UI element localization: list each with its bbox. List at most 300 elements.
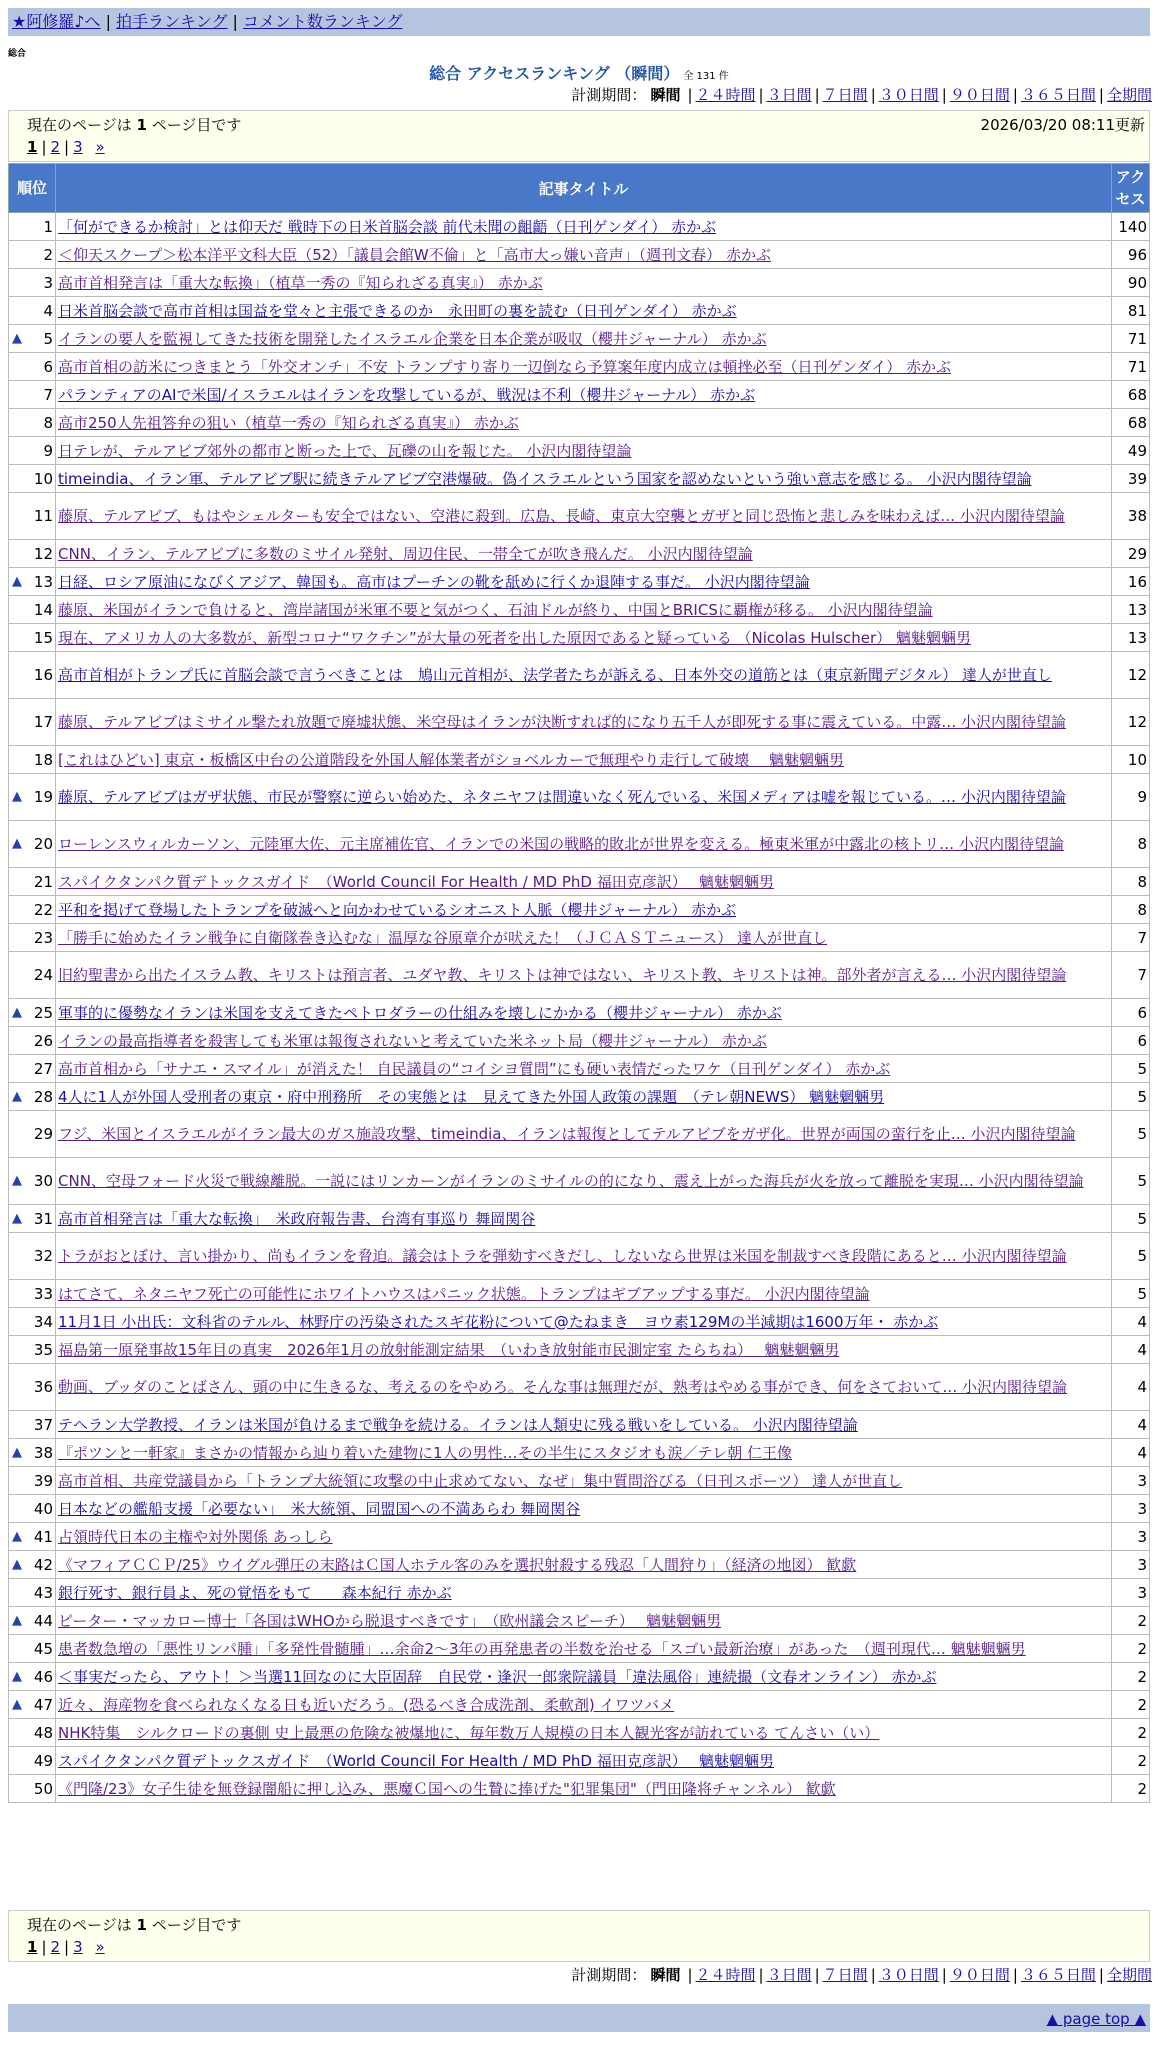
title-cell [56,269,1112,297]
period-link-2[interactable]: ７日間 [822,86,868,104]
rank-number: 13 [33,572,53,591]
table-row [9,1495,1150,1523]
home-link[interactable]: ★阿修羅♪へ [12,12,101,31]
title-cell [56,896,1112,924]
article-link[interactable]: 『ポツンと一軒家』まさかの情報から辿り着いた建物に1人の男性…その半生にスタジオも涙／テレ朝 仁王像 [58,1443,793,1462]
table-row [9,1523,1150,1551]
rank-header: 順位 [9,164,56,213]
nav-separator: | [105,12,111,31]
period-link-6[interactable]: 全期間 [1106,86,1152,104]
rank-number: 17 [33,713,53,731]
period-separator: | [687,1966,693,1984]
rank-number: 30 [33,1172,53,1190]
article-link[interactable]: テヘラン大学教授、イランは米国が負けるまで戦争を続ける。イランは人類史に残る戦いをしている。 小沢内閣待望論 [58,1415,858,1434]
rank-cell [9,213,56,241]
rank-number: 12 [33,544,53,563]
rank-number: 24 [33,966,53,984]
access-count: 3 [1112,1467,1150,1495]
table-row [9,1467,1150,1495]
period-separator: | [941,1966,947,1984]
rank-cell [9,1158,56,1205]
table-row [9,821,1150,868]
arrow-up-icon: ▲ [12,1556,22,1572]
rank-cell [9,1205,56,1233]
article-link[interactable]: 日経、ロシア原油になびくアジア、韓国も。高市はプーチンの靴を舐めに行くか退陣する事だ。 小沢内閣待望論 [58,572,810,591]
article-link[interactable]: 高市首相発言は「重大な転換」（植草一秀の『知られざる真実』） 赤かぶ [58,273,543,292]
title-cell [56,493,1112,540]
table-row [9,774,1150,821]
rank-cell [9,437,56,465]
arrow-up-icon: ▲ [12,1696,22,1712]
article-link[interactable]: スパイクタンパク質デトックスガイド （World Council For Health / MD PhD 福田克彦訳） 魑魅魍魎男 [58,872,775,891]
rank-number: 10 [33,469,53,488]
title-cell [56,1280,1112,1308]
article-link[interactable]: 藤原、テルアビブはガザ状態、市民が警察に逆らい始めた、ネタニヤフは間違いなく死んでいる、米国メディアは嘘を報じている。… 小沢内閣待望論 [58,788,1066,806]
period-link-2[interactable]: ７日間 [822,1966,868,1984]
period-link-0[interactable]: ２４時間 [695,86,756,104]
article-link[interactable]: ピーター・マッカロー博士「各国はWHOから脱退すべきです」 （欧州議会スピーチ） 魑魅魍魎男 [58,1611,722,1630]
period-separator: | [687,86,693,104]
clap-ranking-link[interactable]: 拍手ランキング [115,12,228,31]
rank-number: 50 [33,1779,53,1798]
access-count: 3 [1112,1523,1150,1551]
access-count: 5 [1112,1158,1150,1205]
current-page-number: 1 [136,116,147,134]
comment-ranking-link[interactable]: コメント数ランキング [242,12,403,31]
article-link[interactable]: 患者数急増の「悪性リンパ腫」「多発性骨髄腫」…余命2～3年の再発患者の半数を治せる「スゴい最新治療」があった （週刊現代… 魑魅魍魎男 [58,1639,1026,1658]
rank-cell [9,241,56,269]
current-page-prefix: 現在のページは [27,116,132,134]
article-link[interactable]: 占領時代日本の主権や対外関係 あっしら [58,1527,333,1546]
rank-number: 15 [33,628,53,647]
article-link[interactable]: 高市首相発言は「重大な転換」 米政府報告書、台湾有事巡り 舞岡関谷 [58,1209,536,1228]
rank-number: 25 [33,1003,53,1022]
page-link-2[interactable]: 2 [50,138,61,156]
article-link[interactable]: 高市首相の訪米につきまとう「外交オンチ」不安 トランプすり寄り一辺倒なら予算案年度内成立は頓挫必至（日刊ゲンダイ） 赤かぶ [58,357,952,376]
article-link[interactable]: ローレンスウィルカーソン、元陸軍大佐、元主席補佐官、イランでの米国の戦略的敗北が世界を変える。極東米軍が中露北の核トリ… 小沢内閣待望論 [58,835,1064,853]
table-row [9,1280,1150,1308]
pagination-bottom [27,1938,105,1956]
page-link-3[interactable]: 3 [73,1938,83,1956]
rank-number: 42 [33,1555,53,1574]
article-link[interactable]: 軍事的に優勢なイランは米国を支えてきたペトロダラーの仕組みを壊しにかかる（櫻井ジャーナル） 赤かぶ [58,1003,782,1022]
article-link[interactable]: 旧約聖書から出たイスラム教、キリストは預言者、ユダヤ教、キリストは神ではない、キリスト教、キリストは神。部外者が言える… 小沢内閣待望論 [58,966,1067,984]
table-row [9,952,1150,999]
access-count: 71 [1112,325,1150,353]
rank-cell [9,1607,56,1635]
article-link[interactable]: イランの最高指導者を殺害しても米軍は報復されないと考えていた米ネット局（櫻井ジャーナル） 赤かぶ [58,1031,767,1050]
top-nav-bar [8,8,1150,36]
access-count: 90 [1112,269,1150,297]
article-link[interactable]: 《門隆/23》女子生徒を無登録闇船に押し込み、悪魔Ｃ国への生贄に捧げた"犯罪集団"（門田隆将チャンネル） 歓歔 [58,1779,836,1798]
arrow-up-icon: ▲ [12,1528,22,1544]
article-link[interactable]: 高市首相から「サナエ・スマイル」が消えた！ 自民議員の“コイシヨ質問”にも硬い表情だったワケ（日刊ゲンダイ） 赤かぶ [58,1059,891,1078]
period-separator: | [758,1966,764,1984]
pagination-top [27,138,105,156]
rank-cell [9,1027,56,1055]
title-header: 記事タイトル [56,164,1112,213]
article-link[interactable]: CNN、イラン、テルアビブに多数のミサイル発射、周辺住民、一帯全てが吹き飛んだ。 小沢内閣待望論 [58,544,753,563]
access-count: 7 [1112,924,1150,952]
current-page-text [27,1914,241,1935]
ranking-table [8,163,1150,1803]
rank-number: 22 [33,900,53,919]
title-cell [56,437,1112,465]
table-row [9,353,1150,381]
title-cell [56,325,1112,353]
rank-number: 21 [33,872,53,891]
table-row [9,409,1150,437]
page-separator: | [64,1938,70,1956]
rank-number: 40 [33,1499,53,1518]
access-count: 2 [1112,1663,1150,1691]
period-link-1[interactable]: ３日間 [766,1966,812,1984]
table-row [9,1439,1150,1467]
rank-number: 34 [33,1312,53,1331]
arrow-up-icon: ▲ [12,573,22,589]
table-row [9,868,1150,896]
article-link[interactable]: 日テレが、テルアビブ郊外の都市と断った上で、瓦礫の山を報じた。 小沢内閣待望論 [58,441,632,460]
rank-cell [9,746,56,774]
table-row [9,1607,1150,1635]
access-count: 4 [1112,1411,1150,1439]
period-selector-bottom [571,1965,1152,1985]
access-count: 4 [1112,1308,1150,1336]
table-row [9,269,1150,297]
rank-number: 45 [33,1639,53,1658]
rank-cell [9,381,56,409]
article-link[interactable]: 藤原、テルアビブ、もはやシェルターも安全ではない、空港に殺到。広島、長崎、東京大空襲とガザと同じ恐怖と悲しみを味わえば… 小沢内閣待望論 [58,507,1065,525]
access-count: 96 [1112,241,1150,269]
title-cell [56,774,1112,821]
arrow-up-icon: ▲ [12,330,22,346]
period-separator: | [870,1966,876,1984]
rank-number: 14 [33,600,53,619]
rank-number: 16 [33,666,53,684]
article-link[interactable]: 高市首相がトランプ氏に首脳会談で言うべきことは 鳩山元首相が、法学者たちが訴える、日本外交の道筋とは（東京新聞デジタル） 達人が世直し [58,666,1052,684]
access-count: 3 [1112,1495,1150,1523]
rank-number: 31 [33,1209,53,1228]
title-cell [56,1607,1112,1635]
title-cell [56,1336,1112,1364]
rank-cell [9,1691,56,1719]
period-separator: | [1098,1966,1104,1984]
access-count: 13 [1112,624,1150,652]
table-row [9,493,1150,540]
period-label: 計測期間： [571,86,647,104]
rank-cell [9,325,56,353]
ranking-body [9,213,1150,1803]
nav-separator: | [232,12,238,31]
access-count: 49 [1112,437,1150,465]
rank-cell [9,1336,56,1364]
table-row [9,1579,1150,1607]
rank-cell [9,1551,56,1579]
rank-cell [9,465,56,493]
rank-number: 41 [33,1527,53,1546]
title-cell [56,652,1112,699]
page-link-3[interactable]: 3 [73,138,83,156]
rank-number: 4 [43,301,53,320]
rank-number: 49 [33,1751,53,1770]
article-link[interactable]: 4人に1人が外国人受刑者の東京・府中刑務所 その実態とは 見えてきた外国人政策の課題 （テレ朝NEWS） 魑魅魍魎男 [58,1087,885,1106]
access-count: 38 [1112,493,1150,540]
page-current: 1 [27,138,38,156]
article-link[interactable]: 11月1日 小出氏：文科省のテルル、林野庁の汚染されたスギ花粉について@たねまき ヨウ素129Mの半減期は1600万年・ 赤かぶ [58,1312,939,1331]
page-current: 1 [27,1938,38,1956]
period-current: 瞬間 [650,1966,681,1984]
rank-cell [9,1308,56,1336]
article-link[interactable]: timeindia、イラン軍、テルアビブ駅に続きテルアビブ空港爆破。偽イスラエルという国家を認めないという強い意志を感じる。 小沢内閣待望論 [58,469,1032,488]
title-cell [56,540,1112,568]
article-link[interactable]: ＜仰天スクープ＞松本洋平文科大臣（52）「議員会館W不倫」と「高市大っ嫌い音声」（週刊文春） 赤かぶ [58,245,771,264]
article-link[interactable]: 銀行死す、銀行員よ、死の覚悟をもて 森本紀行 赤かぶ [58,1583,452,1602]
access-count: 5 [1112,1055,1150,1083]
updated-time: 2026/03/20 08:11更新 [980,116,1145,134]
period-link-1[interactable]: ３日間 [766,86,812,104]
title-cell [56,1233,1112,1280]
table-row [9,1111,1150,1158]
title-cell [56,1775,1112,1803]
article-link[interactable]: 藤原、米国がイランで負けると、湾岸諸国が米軍不要と気がつく、石油ドルが終り、中国とBRICSに覇権が移る。 小沢内閣待望論 [58,600,933,619]
title-cell [56,1719,1112,1747]
rank-cell [9,1747,56,1775]
rank-cell [9,1111,56,1158]
title-cell [56,1027,1112,1055]
title-cell [56,1411,1112,1439]
rank-cell [9,1663,56,1691]
rank-number: 44 [33,1611,53,1630]
title-cell [56,624,1112,652]
rank-number: 46 [33,1667,53,1686]
rank-cell [9,699,56,746]
rank-number: 27 [33,1059,53,1078]
rank-cell [9,952,56,999]
rank-number: 39 [33,1471,53,1490]
rank-cell [9,409,56,437]
rank-number: 7 [43,385,53,404]
article-link[interactable]: 近々、海産物を食べられなくなる日も近いだろう。(恐るべき合成洗剤、柔軟剤) イワツバメ [58,1695,675,1714]
rank-number: 2 [43,245,53,264]
access-count: 140 [1112,213,1150,241]
article-link[interactable]: パランティアのAIで米国/イスラエルはイランを攻撃しているが、戦況は不利（櫻井ジャーナル） 赤かぶ [58,385,756,404]
article-link[interactable]: 日米首脳会談で高市首相は国益を堂々と主張できるのか 永田町の裏を読む（日刊ゲンダイ） 赤かぶ [58,301,737,320]
rank-cell [9,1635,56,1663]
table-row [9,325,1150,353]
rank-number: 9 [43,441,53,460]
arrow-up-icon: ▲ [12,1173,22,1188]
rank-cell [9,1280,56,1308]
title-cell [56,596,1112,624]
title-cell [56,1111,1112,1158]
article-link[interactable]: 平和を掲げて登場したトランプを破滅へと向かわせているシオニスト人脈（櫻井ジャーナル） 赤かぶ [58,900,737,919]
title-cell [56,868,1112,896]
table-row [9,297,1150,325]
access-count: 12 [1112,652,1150,699]
rank-cell [9,353,56,381]
period-link-3[interactable]: ３０日間 [878,86,939,104]
rank-cell [9,568,56,596]
period-link-0[interactable]: ２４時間 [695,1966,756,1984]
rank-number: 33 [33,1284,53,1303]
table-row [9,1027,1150,1055]
access-count: 8 [1112,868,1150,896]
page-title [0,61,1158,84]
rank-cell [9,624,56,652]
table-row [9,1775,1150,1803]
rank-cell [9,821,56,868]
access-count: 2 [1112,1607,1150,1635]
period-link-4[interactable]: ９０日間 [949,1966,1010,1984]
access-count: 4 [1112,1336,1150,1364]
table-row [9,699,1150,746]
access-count: 8 [1112,896,1150,924]
title-cell [56,1439,1112,1467]
table-row [9,1083,1150,1111]
access-count: 2 [1112,1691,1150,1719]
title-cell [56,297,1112,325]
article-link[interactable]: 現在、アメリカ人の大多数が、新型コロナ“ワクチン”が大量の死者を出した原因であると疑っている （Nicolas Hulscher） 魑魅魍魎男 [58,628,971,647]
title-cell [56,1747,1112,1775]
title-cell [56,465,1112,493]
title-cell [56,1635,1112,1663]
article-link[interactable]: はてさて、ネタニヤフ死亡の可能性にホワイトハウスはパニック状態。トランプはギブアップする事だ。 小沢内閣待望論 [58,1284,870,1303]
current-page-suffix: ページ目です [151,1916,242,1934]
table-row [9,568,1150,596]
arrow-up-icon: ▲ [12,789,22,804]
article-link[interactable]: NHK特集 シルクロードの裏側 史上最悪の危険な被爆地に、毎年数万人規模の日本人観光客が訪れている てんさい（い） [58,1723,880,1742]
title-cell [56,1205,1112,1233]
access-count: 5 [1112,1083,1150,1111]
page-link-»[interactable]: » [95,1938,105,1956]
period-separator: | [1012,86,1018,104]
access-count: 5 [1112,1111,1150,1158]
access-count: 5 [1112,1280,1150,1308]
period-link-5[interactable]: ３６５日間 [1020,1966,1096,1984]
period-link-6[interactable]: 全期間 [1106,1966,1152,1984]
rank-number: 1 [43,217,53,236]
page-info-top [8,110,1150,162]
article-link[interactable]: 日本などの艦船支援「必要ない」 米大統領、同盟国への不満あらわ 舞岡関谷 [58,1499,581,1518]
title-cell [56,381,1112,409]
title-text: 総合 アクセスランキング （瞬間） [429,64,680,83]
rank-number: 19 [33,788,53,806]
title-cell [56,1579,1112,1607]
rank-number: 37 [33,1415,53,1434]
title-cell [56,999,1112,1027]
article-link[interactable]: フジ、米国とイスラエルがイラン最大のガス施設攻撃、timeindia、イランは報復としてテルアビブをガザ化。世界が両国の蛮行を止… 小沢内閣待望論 [58,1125,1076,1143]
article-link[interactable]: スパイクタンパク質デトックスガイド （World Council For Health / MD PhD 福田克彦訳） 魑魅魍魎男 [58,1751,775,1770]
page-separator: | [64,138,70,156]
period-link-3[interactable]: ３０日間 [878,1966,939,1984]
rank-cell [9,540,56,568]
access-count: 2 [1112,1775,1150,1803]
rank-cell [9,652,56,699]
article-link[interactable]: 高市250人先祖答弁の狙い（植草一秀の『知られざる真実』） 赤かぶ [58,413,519,432]
rank-cell [9,1467,56,1495]
rank-cell [9,868,56,896]
arrow-up-icon: ▲ [12,1612,22,1628]
article-link[interactable]: トラがおとぼけ、言い掛かり、尚もイランを脅迫。議会はトラを弾劾すべきだし、しないなら世界は米国を制裁すべき段階にあると… 小沢内閣待望論 [58,1247,1067,1265]
period-separator: | [941,86,947,104]
title-cell [56,409,1112,437]
access-count: 68 [1112,381,1150,409]
access-count: 29 [1112,540,1150,568]
rank-cell [9,1523,56,1551]
article-link[interactable]: 高市首相、共産党議員から「トランプ大統領に攻撃の中止求めてない、なぜ」集中質問浴びる（日刊スポーツ） 達人が世直し [58,1471,903,1490]
period-separator: | [814,1966,820,1984]
table-row [9,1747,1150,1775]
page-link-»[interactable]: » [95,138,105,156]
arrow-up-icon: ▲ [12,836,22,851]
access-count: 8 [1112,821,1150,868]
article-link[interactable]: 《マフィアＣＣＰ/25》ウイグル弾圧の末路はＣ国人ホテル客のみを選択射殺する残忍「人間狩り」（経済の地図） 歓歔 [58,1555,857,1574]
table-row [9,437,1150,465]
period-link-4[interactable]: ９０日間 [949,86,1010,104]
rank-number: 32 [33,1247,53,1265]
current-page-number: 1 [136,1916,147,1934]
rank-cell [9,1775,56,1803]
arrow-up-icon: ▲ [12,1004,22,1020]
article-link[interactable]: ＜事実だったら、アウト！＞当選11回なのに大臣固辞 自民党・逢沢一郎衆院議員「違法風俗」連続撮（文春オンライン） 赤かぶ [58,1667,937,1686]
period-separator: | [758,86,764,104]
rank-number: 3 [43,273,53,292]
rank-number: 11 [33,507,53,525]
article-link[interactable]: 「勝手に始めたイラン戦争に自衛隊巻き込むな」温厚な谷原章介が吠えた！（ＪＣＡＳＴニュース） 達人が世直し [58,928,828,947]
access-count: 16 [1112,568,1150,596]
page-top-link[interactable]: ▲ page top ▲ [1046,2010,1146,2028]
rank-number: 26 [33,1031,53,1050]
article-link[interactable]: 藤原、テルアビブはミサイル撃たれ放題で廃墟状態、米空母はイランが決断すれば的になり五千人が即死する事に震えている。中露… 小沢内閣待望論 [58,713,1066,731]
period-link-5[interactable]: ３６５日間 [1020,86,1096,104]
rank-cell [9,493,56,540]
title-cell [56,1467,1112,1495]
access-count: 6 [1112,1027,1150,1055]
table-row [9,465,1150,493]
page-separator: | [41,1938,47,1956]
access-count: 81 [1112,297,1150,325]
article-link[interactable]: [これはひどい] 東京・板橋区中台の公道階段を外国人解体業者がショベルカーで無理やり走行して破壊 魑魅魍魎男 [58,750,844,769]
table-row [9,540,1150,568]
title-cell [56,241,1112,269]
rank-cell [9,1495,56,1523]
title-cell [56,1551,1112,1579]
title-cell [56,699,1112,746]
article-link[interactable]: 動画、ブッダのことばさん、頭の中に生きるな、考えるのをやめろ。そんな事は無理だが、熟考はやめる事ができ、何をさておいて… 小沢内閣待望論 [58,1378,1068,1396]
table-row [9,896,1150,924]
access-count: 12 [1112,699,1150,746]
bottom-bar [8,2004,1150,2032]
category-label: 総合 [8,49,27,59]
page-link-2[interactable]: 2 [50,1938,61,1956]
title-cell [56,952,1112,999]
table-row [9,1205,1150,1233]
period-label: 計測期間： [571,1966,647,1984]
article-link[interactable]: イランの要人を監視してきた技術を開発したイスラエル企業を日本企業が吸収（櫻井ジャーナル） 赤かぶ [58,329,767,348]
rank-cell [9,596,56,624]
article-link[interactable]: 福島第一原発事故15年目の真実 2026年1月の放射能測定結果 （いわき放射能市民測定室 たらちね） 魑魅魍魎男 [58,1340,840,1359]
rank-cell [9,896,56,924]
rank-number: 28 [33,1087,53,1106]
arrow-up-icon: ▲ [12,1088,22,1104]
article-link[interactable]: 「何ができるか検討」とは仰天だ 戦時下の日米首脳会談 前代未聞の齟齬（日刊ゲンダイ） 赤かぶ [58,217,717,236]
rank-cell [9,1411,56,1439]
rank-cell [9,924,56,952]
table-row [9,1158,1150,1205]
rank-cell [9,269,56,297]
table-row [9,1719,1150,1747]
article-link[interactable]: CNN、空母フォード火災で戦線離脱。一説にはリンカーンがイランのミサイルの的になり、震え上がった海兵が火を放って離脱を実現… 小沢内閣待望論 [58,1172,1084,1190]
